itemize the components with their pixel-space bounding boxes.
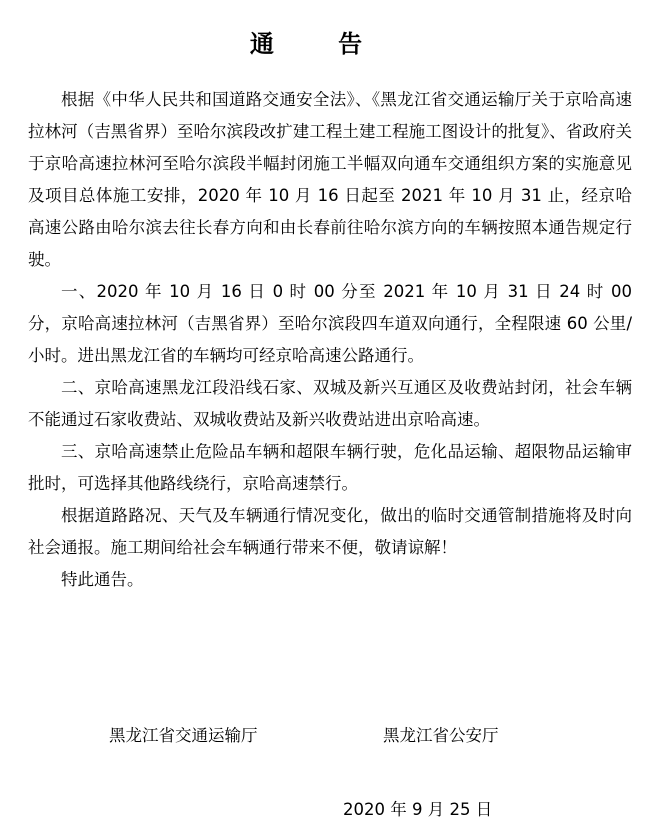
notice-body xyxy=(28,84,632,596)
clause-two-paragraph: 二、京哈高速黑龙江段沿线石家、双城及新兴互通区及收费站封闭，社会车辆不能通过石家收费站、双城收费站及新兴收费站进出京哈高速。 xyxy=(28,378,632,429)
signatory-public-security-department: 黑龙江省公安厅 xyxy=(383,726,499,745)
clause-one-paragraph: 一、2020 年 10 月 16 日 0 时 00 分至 2021 年 10 月 31 日 24 时 00 分，京哈高速拉林河（吉黑省界）至哈尔滨段四车道双向通行，全程限速 60 公里/小时。进出黑龙江省的车辆均可经京哈高速公路通行。 xyxy=(28,282,632,365)
clause-three-paragraph: 三、京哈高速禁止危险品车辆和超限车辆行驶，危化品运输、超限物品运输审批时，可选择其他路线绕行，京哈高速禁行。 xyxy=(28,442,632,493)
notice-ending: 特此通告。 xyxy=(61,570,144,589)
notice-date: 2020 年 9 月 25 日 xyxy=(343,800,493,819)
signatory-transport-department: 黑龙江省交通运输厅 xyxy=(109,726,258,745)
closing-paragraph: 根据道路路况、天气及车辆通行情况变化，做出的临时交通管制措施将及时向社会通报。施工期间给社会车辆通行带来不便，敬请谅解！ xyxy=(28,506,632,557)
intro-paragraph: 根据《中华人民共和国道路交通安全法》、《黑龙江省交通运输厅关于京哈高速拉林河（吉黑省界）至哈尔滨段改扩建工程土建工程施工图设计的批复》、省政府关于京哈高速拉林河至哈尔滨段半幅封闭施工半幅双向通车交通组织方案的实施意见及项目总体施工安排，2020 年 10 月 16 日起至 2021 年 10 月 31 止，经京哈高速公路由哈尔滨去往长春方向和由长春前往哈尔滨方向的车辆按照本通告规定行驶。 xyxy=(28,90,632,269)
notice-title: 通 告 xyxy=(249,30,391,58)
